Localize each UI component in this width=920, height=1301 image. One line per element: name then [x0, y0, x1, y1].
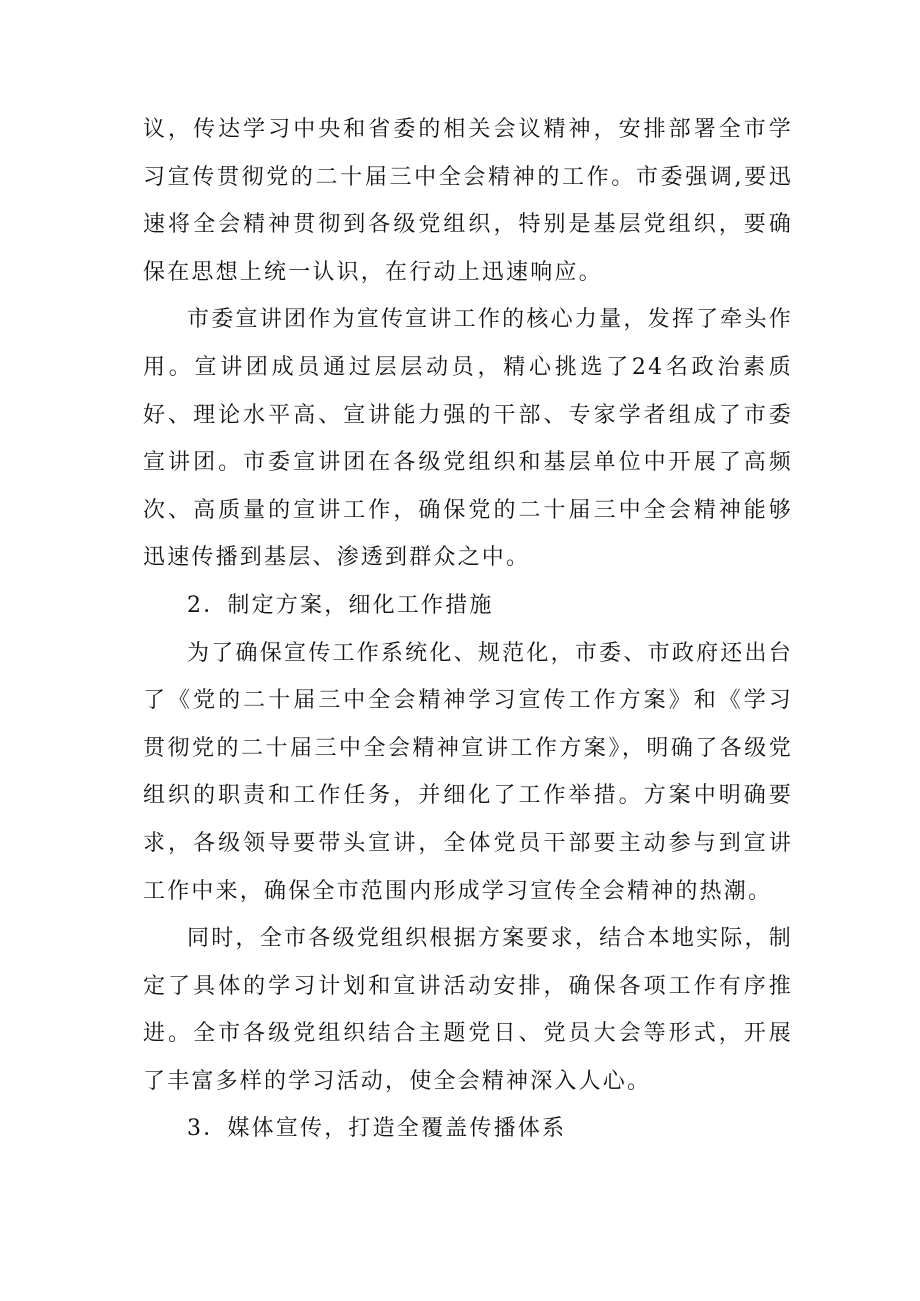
section-heading-3: 3．媒体宣传，打造全覆盖传播体系 — [187, 1116, 567, 1142]
paragraph-work-plan: 为了确保宣传工作系统化、规范化，市委、市政府还出台了《党的二十届三中全会精神学习宣传工作方案》和《学习贯彻党的二十届三中全会精神宣讲工作方案》，明确了各级党组织的职责和工作任务，并细化了工作举措。方案中明确要求，各级领导要带头宣讲，全体党员干部要主动参与到宣讲工作中来，确保全市范围内形成学习宣传全会精神的热潮。 — [143, 640, 793, 904]
paragraph-local-implementation: 同时，全市各级党组织根据方案要求，结合本地实际，制定了具体的学习计划和宣讲活动安排，确保各项工作有序推进。全市各级党组织结合主题党日、党员大会等形式，开展了丰富多样的学习活动，使全会精神深入人心。 — [143, 926, 793, 1094]
paragraph-propaganda-team: 市委宣讲团作为宣传宣讲工作的核心力量，发挥了牵头作用。宣讲团成员通过层层动员，精心挑选了24名政治素质好、理论水平高、宣讲能力强的干部、专家学者组成了市委宣讲团。市委宣讲团在各级党组织和基层单位中开展了高频次、高质量的宣讲工作，确保党的二十届三中全会精神能够迅速传播到基层、渗透到群众之中。 — [143, 307, 793, 571]
document-body — [143, 106, 793, 1153]
section-heading-2: 2．制定方案，细化工作措施 — [187, 592, 494, 618]
paragraph-continuation: 议，传达学习中央和省委的相关会议精神，安排部署全市学习宣传贯彻党的二十届三中全会精神的工作。市委强调,要迅速将全会精神贯彻到各级党组织，特别是基层党组织，要确保在思想上统一认识，在行动上迅速响应。 — [143, 117, 793, 285]
